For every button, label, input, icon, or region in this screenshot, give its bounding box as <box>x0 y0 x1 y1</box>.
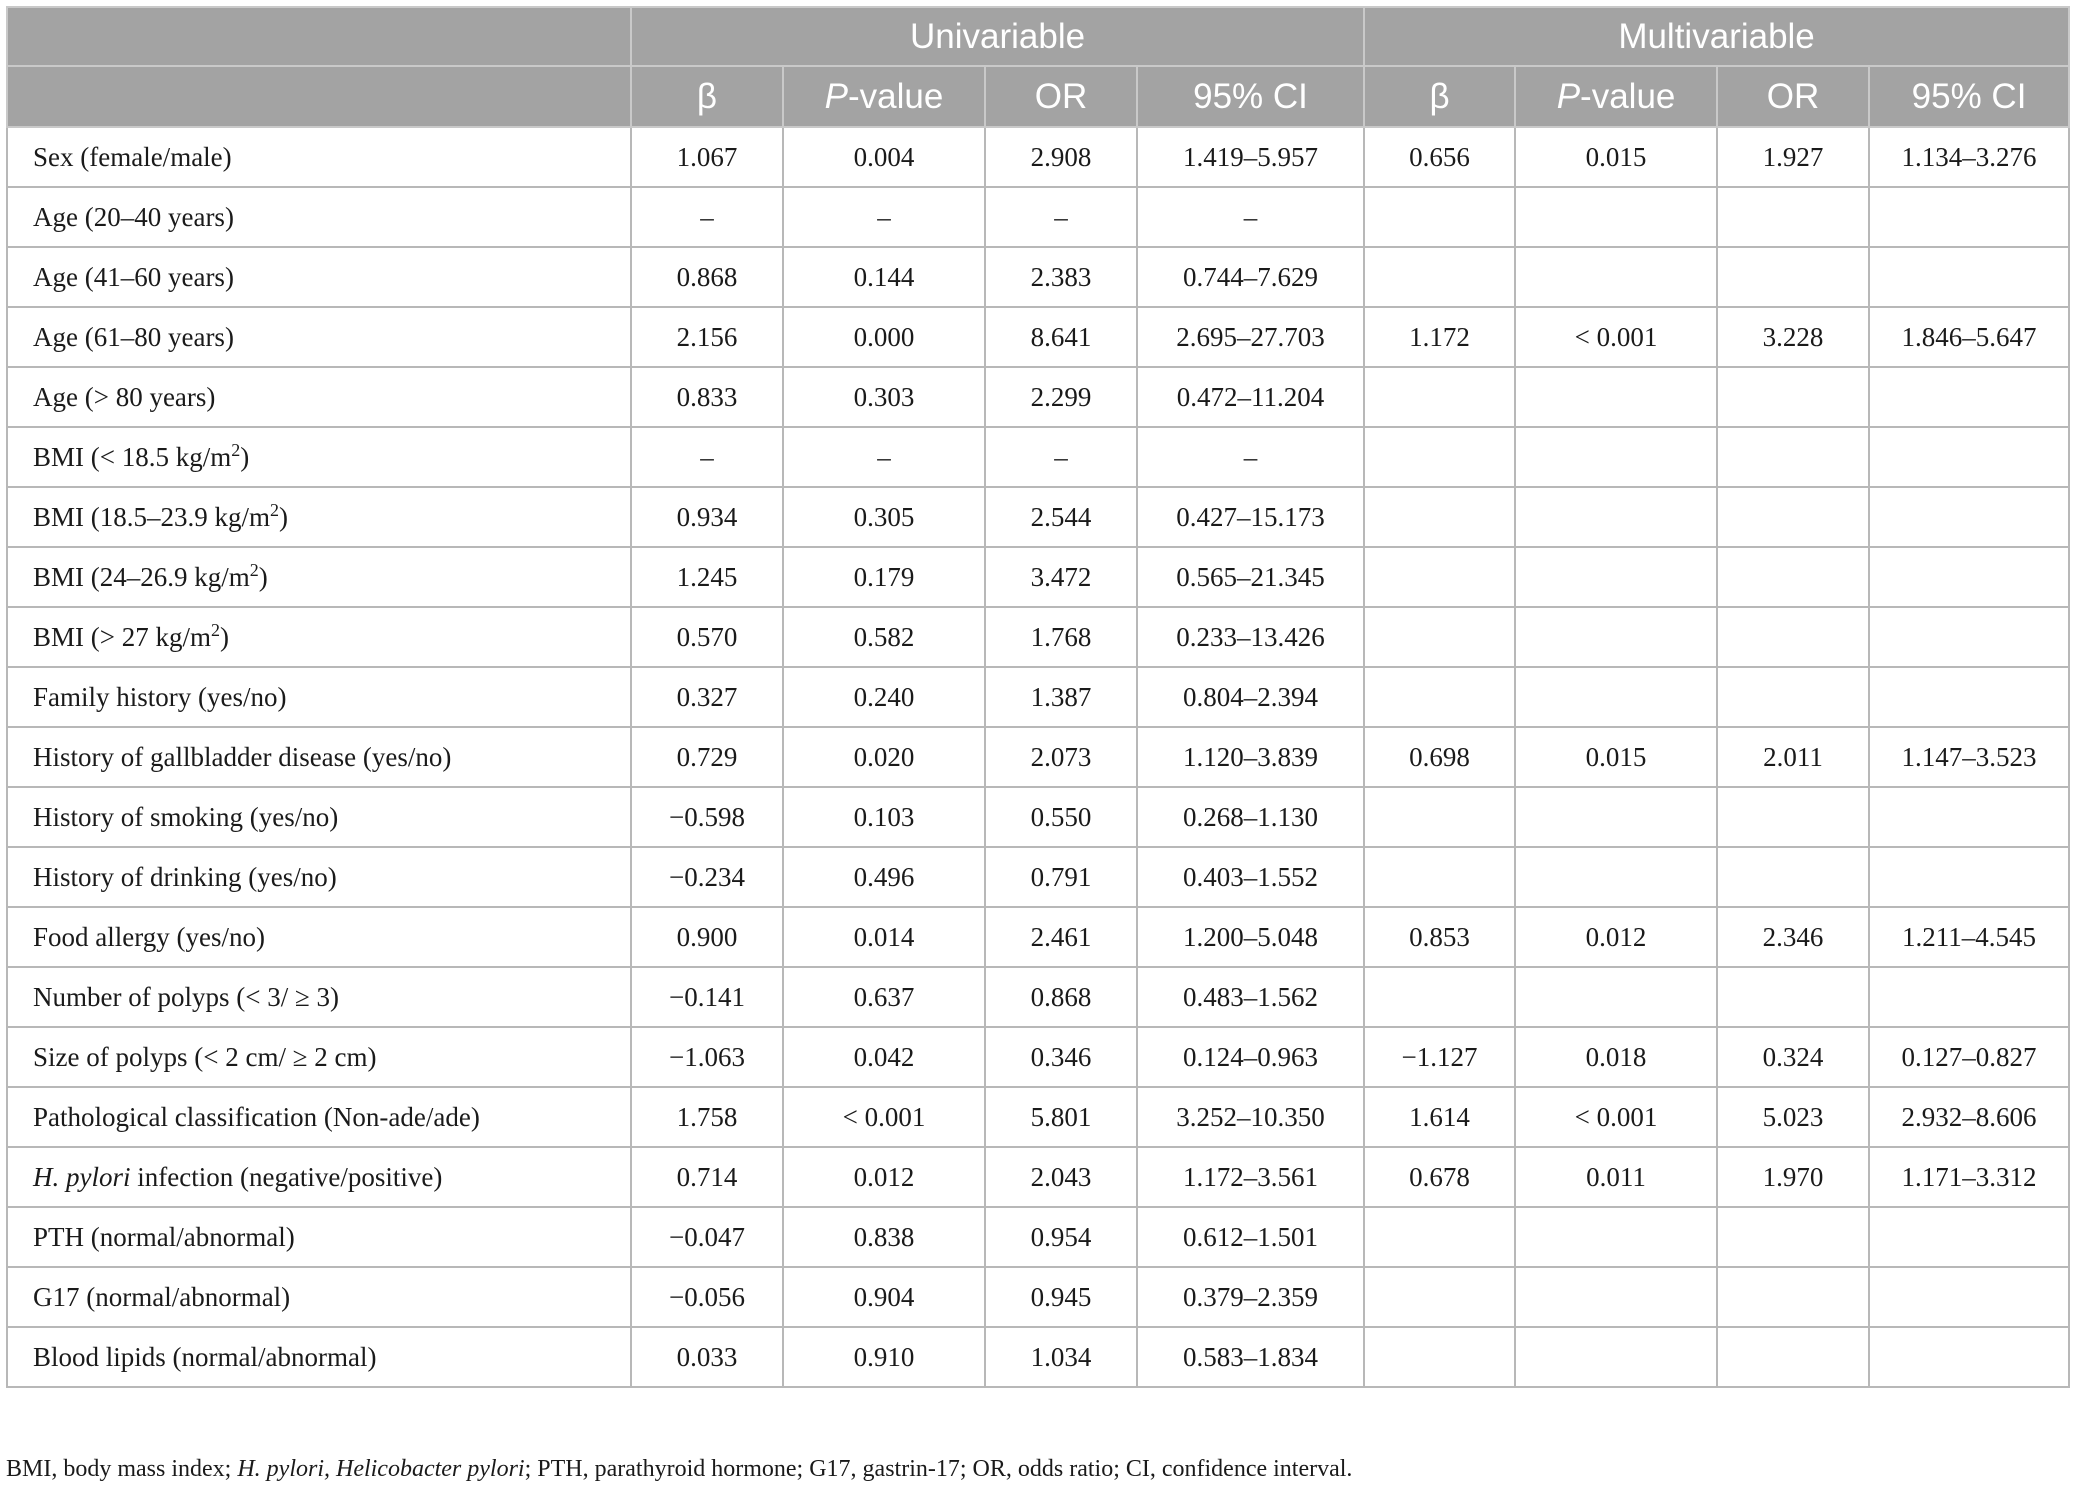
row-label <box>7 667 631 727</box>
column-header-text: β <box>696 76 718 116</box>
column-header-text: β <box>1429 76 1450 116</box>
table-row <box>7 1267 2069 1327</box>
table-row <box>7 487 2069 547</box>
row-label-superscript: 2 <box>270 499 280 520</box>
table-cell: 2.908 <box>985 127 1137 187</box>
table-cell <box>1515 787 1717 847</box>
column-header-5 <box>1515 66 1717 127</box>
row-label-text: Age (41–60 years) <box>33 261 234 292</box>
table-cell: 0.483–1.562 <box>1137 967 1364 1027</box>
table-cell <box>1717 247 1869 307</box>
table-cell: 0.018 <box>1515 1027 1717 1087</box>
table-cell <box>1717 667 1869 727</box>
table-row <box>7 1207 2069 1267</box>
table-cell <box>1869 367 2069 427</box>
table-cell: 0.612–1.501 <box>1137 1207 1364 1267</box>
row-label-text: Number of polyps (< 3/ ≥ 3) <box>33 981 340 1012</box>
column-header-7 <box>1869 66 2069 127</box>
table-cell: 0.833 <box>631 367 783 427</box>
row-label <box>7 1147 631 1207</box>
table-cell: 2.695–27.703 <box>1137 307 1364 367</box>
table-row <box>7 247 2069 307</box>
footnote-part2: ; PTH, parathyroid hormone; G17, gastrin-17; OR, odds ratio; CI, confidence interval. <box>524 1456 1353 1482</box>
table-cell: 1.147–3.523 <box>1869 727 2069 787</box>
table-cell: 0.570 <box>631 607 783 667</box>
table-cell <box>1717 547 1869 607</box>
table-cell: 0.791 <box>985 847 1137 907</box>
table-cell: −1.063 <box>631 1027 783 1087</box>
table-cell <box>1869 1267 2069 1327</box>
row-label-text: PTH (normal/abnormal) <box>33 1221 295 1252</box>
table-cell: 1.172–3.561 <box>1137 1147 1364 1207</box>
table-cell: 0.729 <box>631 727 783 787</box>
row-label-text: infection (negative/positive) <box>130 1161 443 1192</box>
table-cell: 0.910 <box>783 1327 985 1387</box>
table-cell: 0.004 <box>783 127 985 187</box>
table-cell: 1.200–5.048 <box>1137 907 1364 967</box>
table-cell <box>1869 847 2069 907</box>
table-row <box>7 787 2069 847</box>
table-cell <box>1869 427 2069 487</box>
footnote-part1: BMI, body mass index; <box>6 1456 238 1482</box>
row-label-text: Age (> 80 years) <box>33 381 216 412</box>
row-label-italic: H. pylori <box>33 1161 131 1192</box>
table-cell: 0.934 <box>631 487 783 547</box>
row-label-end: ) <box>279 501 289 532</box>
row-label-text: Size of polyps (< 2 cm/ ≥ 2 cm) <box>33 1041 377 1072</box>
table-row <box>7 727 2069 787</box>
table-cell <box>1364 487 1515 547</box>
table-cell: 0.324 <box>1717 1027 1869 1087</box>
table-cell: 0.033 <box>631 1327 783 1387</box>
column-header-1 <box>783 66 985 127</box>
table-cell: 0.015 <box>1515 727 1717 787</box>
row-label <box>7 1327 631 1387</box>
table-cell <box>1515 487 1717 547</box>
table-cell: 0.012 <box>783 1147 985 1207</box>
table-cell: −1.127 <box>1364 1027 1515 1087</box>
table-row <box>7 367 2069 427</box>
table-cell <box>1364 427 1515 487</box>
table-cell: 0.656 <box>1364 127 1515 187</box>
table-row <box>7 307 2069 367</box>
table-cell: 0.714 <box>631 1147 783 1207</box>
row-label <box>7 787 631 847</box>
table-cell: 0.305 <box>783 487 985 547</box>
table-cell: 1.614 <box>1364 1087 1515 1147</box>
table-cell: 3.472 <box>985 547 1137 607</box>
table-cell: 0.868 <box>631 247 783 307</box>
table-footnote <box>6 1456 1352 1483</box>
row-label <box>7 307 631 367</box>
table-cell <box>1364 247 1515 307</box>
table-cell <box>1869 787 2069 847</box>
table-row <box>7 667 2069 727</box>
table-cell: 1.245 <box>631 547 783 607</box>
table-cell <box>1869 487 2069 547</box>
row-label-text: History of gallbladder disease (yes/no) <box>33 741 452 772</box>
table-cell: 1.419–5.957 <box>1137 127 1364 187</box>
table-cell: – <box>631 427 783 487</box>
table-cell: 0.945 <box>985 1267 1137 1327</box>
column-header-italic: P <box>824 76 849 116</box>
table-cell: 0.240 <box>783 667 985 727</box>
group-header-row <box>7 7 2069 66</box>
table-cell: 2.461 <box>985 907 1137 967</box>
table-cell: 0.472–11.204 <box>1137 367 1364 427</box>
row-label-text: Pathological classification (Non-ade/ade) <box>33 1101 480 1132</box>
table-cell: 0.015 <box>1515 127 1717 187</box>
table-cell: 1.211–4.545 <box>1869 907 2069 967</box>
table-cell: 2.346 <box>1717 907 1869 967</box>
table-cell <box>1515 547 1717 607</box>
table-cell: < 0.001 <box>783 1087 985 1147</box>
table-cell <box>1364 367 1515 427</box>
table-cell: 0.127–0.827 <box>1869 1027 2069 1087</box>
table-cell: 0.014 <box>783 907 985 967</box>
table-cell: 1.768 <box>985 607 1137 667</box>
corner-header-cell <box>7 7 631 66</box>
row-label <box>7 367 631 427</box>
table-cell: 0.496 <box>783 847 985 907</box>
column-header-text: OR <box>1766 76 1820 116</box>
row-label-superscript: 2 <box>210 619 220 640</box>
table-cell <box>1869 967 2069 1027</box>
row-label-end: ) <box>219 621 229 652</box>
table-cell: 1.846–5.647 <box>1869 307 2069 367</box>
table-cell: 2.011 <box>1717 727 1869 787</box>
table-cell: < 0.001 <box>1515 1087 1717 1147</box>
table-cell <box>1364 1267 1515 1327</box>
row-label <box>7 187 631 247</box>
table-cell: – <box>985 427 1137 487</box>
table-cell: 0.678 <box>1364 1147 1515 1207</box>
table-cell <box>1869 187 2069 247</box>
multivariable-header: Multivariable <box>1364 7 2069 66</box>
table-cell: 0.103 <box>783 787 985 847</box>
table-cell: 0.268–1.130 <box>1137 787 1364 847</box>
column-header-4 <box>1364 66 1515 127</box>
table-cell: 0.582 <box>783 607 985 667</box>
table-cell: 2.073 <box>985 727 1137 787</box>
table-cell <box>1717 1267 1869 1327</box>
table-cell <box>1515 1207 1717 1267</box>
row-label-text: Sex (female/male) <box>33 141 232 172</box>
row-label <box>7 1207 631 1267</box>
row-label <box>7 967 631 1027</box>
table-row <box>7 427 2069 487</box>
table-cell: 1.387 <box>985 667 1137 727</box>
table-cell: −0.047 <box>631 1207 783 1267</box>
row-label-text: Blood lipids (normal/abnormal) <box>33 1341 377 1372</box>
row-label <box>7 1027 631 1087</box>
table-cell: 0.144 <box>783 247 985 307</box>
table-row <box>7 607 2069 667</box>
table-row <box>7 187 2069 247</box>
table-cell: 0.042 <box>783 1027 985 1087</box>
table-cell <box>1515 607 1717 667</box>
table-cell: 3.228 <box>1717 307 1869 367</box>
table-cell: – <box>985 187 1137 247</box>
table-cell <box>1717 1207 1869 1267</box>
table-cell <box>1869 1327 2069 1387</box>
table-cell: 1.758 <box>631 1087 783 1147</box>
table-row <box>7 547 2069 607</box>
column-header-text: OR <box>1034 76 1088 116</box>
table-cell: 0.868 <box>985 967 1137 1027</box>
table-cell: 0.853 <box>1364 907 1515 967</box>
table-cell: 0.904 <box>783 1267 985 1327</box>
table-cell: 2.156 <box>631 307 783 367</box>
table-cell <box>1515 967 1717 1027</box>
table-cell <box>1717 847 1869 907</box>
table-row <box>7 847 2069 907</box>
table-cell: 0.698 <box>1364 727 1515 787</box>
table-cell <box>1515 667 1717 727</box>
table-body <box>7 127 2069 1387</box>
row-label <box>7 547 631 607</box>
table-cell <box>1869 547 2069 607</box>
table-cell: 2.383 <box>985 247 1137 307</box>
table-cell: 0.427–15.173 <box>1137 487 1364 547</box>
row-label <box>7 847 631 907</box>
table-cell <box>1364 967 1515 1027</box>
table-cell <box>1515 1327 1717 1387</box>
row-label-text: History of smoking (yes/no) <box>33 801 339 832</box>
table-cell: 0.804–2.394 <box>1137 667 1364 727</box>
table-cell <box>1515 367 1717 427</box>
table-cell: 8.641 <box>985 307 1137 367</box>
table-row <box>7 1087 2069 1147</box>
table-cell: 0.583–1.834 <box>1137 1327 1364 1387</box>
row-label-text: BMI (18.5–23.9 kg/m <box>33 501 271 532</box>
table-cell <box>1717 787 1869 847</box>
row-label-text: G17 (normal/abnormal) <box>33 1281 291 1312</box>
table-cell: 0.637 <box>783 967 985 1027</box>
table-cell <box>1364 607 1515 667</box>
row-label <box>7 607 631 667</box>
table-cell: 2.544 <box>985 487 1137 547</box>
column-header-2 <box>985 66 1137 127</box>
table-cell: 1.171–3.312 <box>1869 1147 2069 1207</box>
row-label-end: ) <box>258 561 268 592</box>
table-cell: 0.012 <box>1515 907 1717 967</box>
table-cell <box>1364 1207 1515 1267</box>
column-header-6 <box>1717 66 1869 127</box>
table-cell <box>1364 547 1515 607</box>
column-header-text: -value <box>848 76 944 116</box>
table-cell: – <box>783 187 985 247</box>
table-row <box>7 1027 2069 1087</box>
table-cell <box>1869 1207 2069 1267</box>
row-label-text: BMI (24–26.9 kg/m <box>33 561 250 592</box>
row-label-text: Age (61–80 years) <box>33 321 234 352</box>
table-row <box>7 127 2069 187</box>
table-cell: 1.927 <box>1717 127 1869 187</box>
table-cell: 1.120–3.839 <box>1137 727 1364 787</box>
table-row <box>7 967 2069 1027</box>
table-cell: 0.020 <box>783 727 985 787</box>
table-cell <box>1717 607 1869 667</box>
row-label-text: BMI (> 27 kg/m <box>33 621 211 652</box>
table-cell: 0.838 <box>783 1207 985 1267</box>
column-header-text: 95% CI <box>1193 76 1308 116</box>
table-cell: −0.141 <box>631 967 783 1027</box>
row-label <box>7 247 631 307</box>
row-label-text: Food allergy (yes/no) <box>33 921 265 952</box>
row-label-superscript: 2 <box>249 559 259 580</box>
table-cell: 0.011 <box>1515 1147 1717 1207</box>
table-cell <box>1364 1327 1515 1387</box>
column-header-0 <box>631 66 783 127</box>
table-cell: 0.379–2.359 <box>1137 1267 1364 1327</box>
column-header-text: -value <box>1580 76 1676 116</box>
table-cell: −0.234 <box>631 847 783 907</box>
table-cell <box>1364 787 1515 847</box>
column-header-text: 95% CI <box>1911 76 2027 116</box>
table-cell: – <box>1137 187 1364 247</box>
table-row <box>7 1147 2069 1207</box>
table-cell: 5.801 <box>985 1087 1137 1147</box>
row-label-text: Age (20–40 years) <box>33 201 234 232</box>
row-label-text: BMI (< 18.5 kg/m <box>33 441 232 472</box>
table-cell: 2.932–8.606 <box>1869 1087 2069 1147</box>
table-cell: 0.303 <box>783 367 985 427</box>
table-cell <box>1515 847 1717 907</box>
row-label <box>7 727 631 787</box>
table-cell <box>1717 487 1869 547</box>
table-cell <box>1364 667 1515 727</box>
column-header-3 <box>1137 66 1364 127</box>
table-cell: 0.233–13.426 <box>1137 607 1364 667</box>
row-label-superscript: 2 <box>231 439 241 460</box>
row-label <box>7 487 631 547</box>
table-cell: 0.179 <box>783 547 985 607</box>
table-row <box>7 907 2069 967</box>
table-cell: 0.550 <box>985 787 1137 847</box>
regression-table <box>6 6 2070 1388</box>
table-cell: 0.954 <box>985 1207 1137 1267</box>
table-cell: – <box>783 427 985 487</box>
table-cell <box>1717 427 1869 487</box>
table-cell: – <box>1137 427 1364 487</box>
table-cell <box>1869 247 2069 307</box>
table-cell: – <box>631 187 783 247</box>
table-cell: 0.124–0.963 <box>1137 1027 1364 1087</box>
table-cell: 0.346 <box>985 1027 1137 1087</box>
table-cell <box>1717 367 1869 427</box>
row-label <box>7 127 631 187</box>
table-cell <box>1515 247 1717 307</box>
row-label <box>7 427 631 487</box>
table-cell: 1.970 <box>1717 1147 1869 1207</box>
table-cell: 1.172 <box>1364 307 1515 367</box>
table-row <box>7 1327 2069 1387</box>
table-cell: 1.134–3.276 <box>1869 127 2069 187</box>
table-cell <box>1869 667 2069 727</box>
label-header-cell <box>7 66 631 127</box>
table-cell: 2.299 <box>985 367 1137 427</box>
table-cell: 0.900 <box>631 907 783 967</box>
table-cell: −0.598 <box>631 787 783 847</box>
row-label <box>7 1087 631 1147</box>
row-label-end: ) <box>240 441 250 472</box>
table-cell <box>1364 187 1515 247</box>
table-cell: −0.056 <box>631 1267 783 1327</box>
table-cell <box>1717 1327 1869 1387</box>
table-cell: 5.023 <box>1717 1087 1869 1147</box>
row-label <box>7 907 631 967</box>
table-cell <box>1717 187 1869 247</box>
row-label-text: History of drinking (yes/no) <box>33 861 337 892</box>
table-cell <box>1515 187 1717 247</box>
table-cell <box>1515 1267 1717 1327</box>
table-cell: 0.403–1.552 <box>1137 847 1364 907</box>
table-cell <box>1717 967 1869 1027</box>
footnote-italic: H. pylori, Helicobacter pylori <box>237 1456 525 1482</box>
table-cell <box>1869 607 2069 667</box>
column-header-row <box>7 66 2069 127</box>
univariable-header: Univariable <box>631 7 1364 66</box>
table-cell: 1.067 <box>631 127 783 187</box>
table-cell: 0.565–21.345 <box>1137 547 1364 607</box>
table-cell: 0.327 <box>631 667 783 727</box>
table-cell <box>1364 847 1515 907</box>
table-cell: 2.043 <box>985 1147 1137 1207</box>
row-label <box>7 1267 631 1327</box>
table-cell: 1.034 <box>985 1327 1137 1387</box>
table-cell: 3.252–10.350 <box>1137 1087 1364 1147</box>
column-header-italic: P <box>1556 76 1581 116</box>
table-cell: 0.000 <box>783 307 985 367</box>
table-cell: 0.744–7.629 <box>1137 247 1364 307</box>
table-cell <box>1515 427 1717 487</box>
row-label-text: Family history (yes/no) <box>33 681 287 712</box>
table-cell: < 0.001 <box>1515 307 1717 367</box>
